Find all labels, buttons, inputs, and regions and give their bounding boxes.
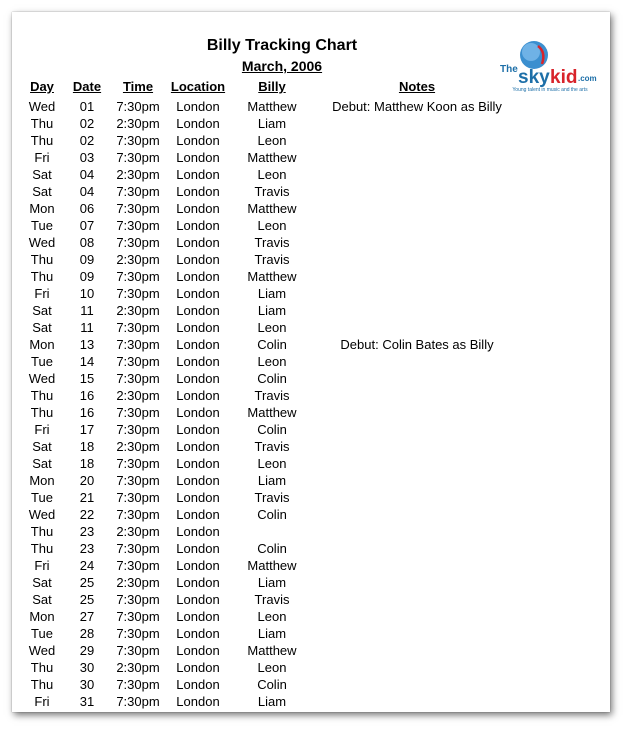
cell-location: London xyxy=(176,677,220,692)
table-row xyxy=(12,591,610,608)
header-notes: Notes xyxy=(398,79,436,94)
cell-date: 25 xyxy=(79,575,95,590)
cell-day: Thu xyxy=(30,405,54,420)
table-row xyxy=(12,421,610,438)
table-row xyxy=(12,693,610,710)
cell-date: 29 xyxy=(79,643,95,658)
cell-date: 23 xyxy=(79,541,95,556)
cell-location: London xyxy=(176,473,220,488)
cell-day: Thu xyxy=(30,677,54,692)
cell-billy: Matthew xyxy=(247,150,297,165)
cell-billy: Travis xyxy=(254,388,290,403)
cell-time: 7:30pm xyxy=(116,133,160,148)
cell-date: 02 xyxy=(79,116,95,131)
cell-day: Thu xyxy=(30,660,54,675)
header-day: Day xyxy=(30,79,54,94)
cell-time: 2:30pm xyxy=(116,303,160,318)
cell-day: Sat xyxy=(32,456,52,471)
cell-date: 23 xyxy=(79,524,95,539)
cell-billy: Liam xyxy=(257,286,287,301)
cell-time: 7:30pm xyxy=(116,99,160,114)
cell-billy: Leon xyxy=(257,354,287,369)
cell-time: 7:30pm xyxy=(116,694,160,709)
cell-date: 28 xyxy=(79,626,95,641)
cell-location: London xyxy=(176,99,220,114)
table-row xyxy=(12,404,610,421)
cell-billy: Leon xyxy=(257,660,287,675)
cell-date: 14 xyxy=(79,354,95,369)
document-page xyxy=(12,12,610,712)
cell-location: London xyxy=(176,541,220,556)
cell-time: 7:30pm xyxy=(116,558,160,573)
table-row xyxy=(12,115,610,132)
cell-billy: Liam xyxy=(257,116,287,131)
cell-billy: Liam xyxy=(257,473,287,488)
cell-time: 7:30pm xyxy=(116,643,160,658)
cell-location: London xyxy=(176,388,220,403)
cell-time: 7:30pm xyxy=(116,490,160,505)
cell-time: 7:30pm xyxy=(116,337,160,352)
cell-billy: Travis xyxy=(254,184,290,199)
cell-billy: Leon xyxy=(257,320,287,335)
cell-time: 2:30pm xyxy=(116,388,160,403)
cell-time: 7:30pm xyxy=(116,150,160,165)
cell-date: 07 xyxy=(79,218,95,233)
cell-time: 7:30pm xyxy=(116,269,160,284)
cell-time: 2:30pm xyxy=(116,167,160,182)
cell-day: Tue xyxy=(31,354,53,369)
cell-time: 7:30pm xyxy=(116,371,160,386)
cell-date: 27 xyxy=(79,609,95,624)
cell-location: London xyxy=(176,405,220,420)
cell-time: 7:30pm xyxy=(116,218,160,233)
cell-day: Wed xyxy=(28,371,56,386)
cell-time: 7:30pm xyxy=(116,405,160,420)
cell-billy: Travis xyxy=(254,592,290,607)
cell-time: 7:30pm xyxy=(116,541,160,556)
cell-billy: Colin xyxy=(257,371,287,386)
table-row xyxy=(12,200,610,217)
cell-location: London xyxy=(176,167,220,182)
cell-day: Sat xyxy=(32,303,52,318)
cell-time: 7:30pm xyxy=(116,456,160,471)
cell-day: Mon xyxy=(29,337,55,352)
cell-time: 7:30pm xyxy=(116,184,160,199)
table-row xyxy=(12,302,610,319)
cell-location: London xyxy=(176,558,220,573)
table-row xyxy=(12,268,610,285)
svg-text:.com: .com xyxy=(578,74,597,83)
cell-location: London xyxy=(176,133,220,148)
cell-billy: Leon xyxy=(257,218,287,233)
svg-text:The: The xyxy=(500,64,518,75)
table-row xyxy=(12,251,610,268)
cell-date: 30 xyxy=(79,660,95,675)
table-row xyxy=(12,625,610,642)
cell-time: 7:30pm xyxy=(116,354,160,369)
cell-location: London xyxy=(176,201,220,216)
table-row xyxy=(12,98,610,115)
cell-notes: Debut: Matthew Koon as Billy xyxy=(332,99,502,114)
cell-date: 08 xyxy=(79,235,95,250)
cell-billy: Liam xyxy=(257,575,287,590)
cell-date: 09 xyxy=(79,252,95,267)
cell-billy: Colin xyxy=(257,541,287,556)
cell-time: 2:30pm xyxy=(116,524,160,539)
table-row xyxy=(12,353,610,370)
cell-location: London xyxy=(176,320,220,335)
cell-location: London xyxy=(176,643,220,658)
cell-day: Wed xyxy=(28,99,56,114)
table-row xyxy=(12,489,610,506)
cell-billy: Matthew xyxy=(247,643,297,658)
cell-date: 04 xyxy=(79,167,95,182)
table-row xyxy=(12,132,610,149)
table-row xyxy=(12,438,610,455)
cell-billy: Travis xyxy=(254,252,290,267)
table-row xyxy=(12,336,610,353)
cell-time: 7:30pm xyxy=(116,286,160,301)
cell-billy: Matthew xyxy=(247,558,297,573)
cell-day: Mon xyxy=(29,201,55,216)
cell-date: 21 xyxy=(79,490,95,505)
cell-time: 7:30pm xyxy=(116,677,160,692)
cell-location: London xyxy=(176,524,220,539)
cell-day: Sat xyxy=(32,320,52,335)
cell-date: 24 xyxy=(79,558,95,573)
table-row xyxy=(12,455,610,472)
cell-day: Fri xyxy=(34,422,50,437)
cell-billy: Matthew xyxy=(247,99,297,114)
table-row xyxy=(12,676,610,693)
cell-time: 2:30pm xyxy=(116,439,160,454)
cell-date: 30 xyxy=(79,677,95,692)
cell-location: London xyxy=(176,507,220,522)
cell-location: London xyxy=(176,235,220,250)
cell-billy: Travis xyxy=(254,235,290,250)
cell-date: 22 xyxy=(79,507,95,522)
header-date: Date xyxy=(72,79,102,94)
cell-billy: Liam xyxy=(257,626,287,641)
cell-day: Fri xyxy=(34,694,50,709)
header-time: Time xyxy=(122,79,154,94)
cell-location: London xyxy=(176,439,220,454)
cell-date: 04 xyxy=(79,184,95,199)
cell-time: 7:30pm xyxy=(116,422,160,437)
cell-billy: Liam xyxy=(257,694,287,709)
table-row xyxy=(12,183,610,200)
table-row xyxy=(12,523,610,540)
cell-date: 01 xyxy=(79,99,95,114)
table-row xyxy=(12,574,610,591)
cell-billy: Colin xyxy=(257,677,287,692)
cell-date: 06 xyxy=(79,201,95,216)
table-row xyxy=(12,540,610,557)
cell-day: Thu xyxy=(30,269,54,284)
cell-location: London xyxy=(176,575,220,590)
cell-billy: Matthew xyxy=(247,269,297,284)
cell-location: London xyxy=(176,303,220,318)
table-row xyxy=(12,659,610,676)
cell-billy: Travis xyxy=(254,490,290,505)
cell-day: Wed xyxy=(28,643,56,658)
cell-billy: Colin xyxy=(257,507,287,522)
cell-day: Wed xyxy=(28,235,56,250)
cell-time: 7:30pm xyxy=(116,473,160,488)
cell-location: London xyxy=(176,371,220,386)
cell-date: 10 xyxy=(79,286,95,301)
cell-date: 11 xyxy=(80,303,94,318)
cell-day: Tue xyxy=(31,218,53,233)
cell-date: 16 xyxy=(79,388,95,403)
cell-day: Thu xyxy=(30,541,54,556)
cell-location: London xyxy=(176,660,220,675)
cell-time: 2:30pm xyxy=(116,575,160,590)
cell-date: 25 xyxy=(79,592,95,607)
cell-location: London xyxy=(176,337,220,352)
cell-date: 15 xyxy=(79,371,95,386)
cell-location: London xyxy=(176,150,220,165)
cell-date: 09 xyxy=(79,269,95,284)
cell-date: 16 xyxy=(79,405,95,420)
cell-time: 7:30pm xyxy=(116,507,160,522)
table-row xyxy=(12,166,610,183)
cell-billy: Leon xyxy=(257,167,287,182)
cell-time: 2:30pm xyxy=(116,116,160,131)
cell-date: 18 xyxy=(79,439,95,454)
cell-day: Tue xyxy=(31,626,53,641)
cell-billy: Leon xyxy=(257,609,287,624)
table-row xyxy=(12,234,610,251)
cell-day: Mon xyxy=(29,609,55,624)
cell-billy: Liam xyxy=(257,303,287,318)
cell-day: Thu xyxy=(30,116,54,131)
chart-subtitle: March, 2006 xyxy=(241,58,323,74)
cell-time: 7:30pm xyxy=(116,609,160,624)
cell-billy: Colin xyxy=(257,422,287,437)
cell-date: 03 xyxy=(79,150,95,165)
header-location: Location xyxy=(170,79,226,94)
cell-day: Wed xyxy=(28,507,56,522)
cell-time: 7:30pm xyxy=(116,626,160,641)
table-row xyxy=(12,506,610,523)
cell-date: 02 xyxy=(79,133,95,148)
cell-location: London xyxy=(176,422,220,437)
table-row xyxy=(12,557,610,574)
chart-title: Billy Tracking Chart xyxy=(206,37,358,54)
cell-day: Sat xyxy=(32,167,52,182)
cell-time: 7:30pm xyxy=(116,592,160,607)
cell-date: 17 xyxy=(79,422,95,437)
cell-date: 31 xyxy=(79,694,95,709)
table-row xyxy=(12,608,610,625)
cell-time: 7:30pm xyxy=(116,320,160,335)
cell-location: London xyxy=(176,490,220,505)
cell-day: Thu xyxy=(30,133,54,148)
table-row xyxy=(12,149,610,166)
cell-day: Fri xyxy=(34,150,50,165)
cell-billy: Matthew xyxy=(247,201,297,216)
cell-billy: Travis xyxy=(254,439,290,454)
table-row xyxy=(12,387,610,404)
cell-time: 2:30pm xyxy=(116,660,160,675)
cell-day: Fri xyxy=(34,558,50,573)
cell-time: 7:30pm xyxy=(116,235,160,250)
cell-date: 13 xyxy=(79,337,95,352)
table-row xyxy=(12,370,610,387)
column-headers xyxy=(12,78,610,95)
cell-date: 20 xyxy=(79,473,95,488)
cell-location: London xyxy=(176,116,220,131)
cell-location: London xyxy=(176,592,220,607)
cell-location: London xyxy=(176,286,220,301)
svg-text:sky: sky xyxy=(518,67,550,88)
cell-day: Thu xyxy=(30,524,54,539)
cell-time: 7:30pm xyxy=(116,201,160,216)
cell-day: Sat xyxy=(32,575,52,590)
cell-location: London xyxy=(176,269,220,284)
cell-billy: Matthew xyxy=(247,405,297,420)
cell-date: 11 xyxy=(80,320,94,335)
cell-date: 18 xyxy=(79,456,95,471)
cell-day: Tue xyxy=(31,490,53,505)
cell-day: Mon xyxy=(29,473,55,488)
table-row xyxy=(12,472,610,489)
cell-notes: Debut: Colin Bates as Billy xyxy=(340,337,494,352)
cell-location: London xyxy=(176,456,220,471)
cell-billy: Leon xyxy=(257,456,287,471)
cell-location: London xyxy=(176,626,220,641)
table-row xyxy=(12,217,610,234)
cell-location: London xyxy=(176,252,220,267)
table-row xyxy=(12,319,610,336)
cell-day: Fri xyxy=(34,286,50,301)
table-row xyxy=(12,642,610,659)
logo-tagline: Young talent in music and the arts xyxy=(512,87,588,93)
cell-billy: Colin xyxy=(257,337,287,352)
cell-location: London xyxy=(176,609,220,624)
cell-location: London xyxy=(176,354,220,369)
cell-day: Thu xyxy=(30,252,54,267)
cell-day: Sat xyxy=(32,439,52,454)
table-row xyxy=(12,285,610,302)
cell-day: Thu xyxy=(30,388,54,403)
cell-time: 2:30pm xyxy=(116,252,160,267)
svg-text:kid: kid xyxy=(550,67,578,88)
cell-day: Sat xyxy=(32,592,52,607)
cell-location: London xyxy=(176,694,220,709)
cell-billy: Leon xyxy=(257,133,287,148)
cell-location: London xyxy=(176,184,220,199)
cell-location: London xyxy=(176,218,220,233)
header-billy: Billy xyxy=(258,79,286,94)
cell-day: Sat xyxy=(32,184,52,199)
